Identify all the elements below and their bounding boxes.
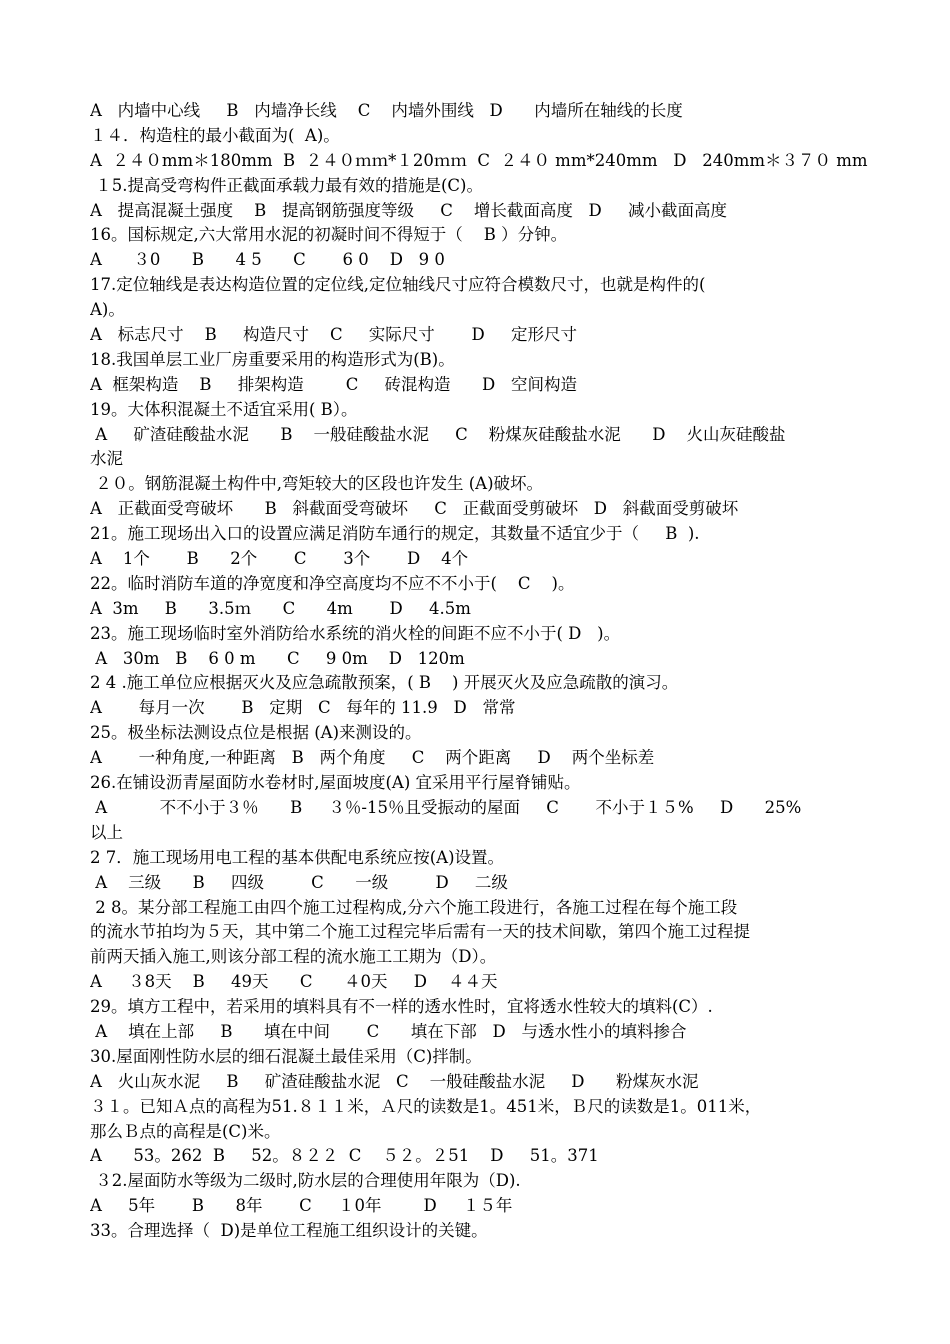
text-line: A 框架构造 B 排架构造 C 砖混构造 D 空间构造 bbox=[90, 374, 577, 394]
text-line: A 标志尺寸 B 构造尺寸 C 实际尺寸 D 定形尺寸 bbox=[90, 325, 577, 345]
text-line: A 提高混凝土强度 B 提高钢筋强度等级 C 增长截面高度 D 减小截面高度 bbox=[90, 200, 728, 220]
text-line: 21。施工现场出入口的设置应满足消防车通行的规定，其数量不适宜少于（ B ). bbox=[90, 524, 700, 544]
text-line: 30.屋面刚性防水层的细石混凝土最佳采用（C)拌制。 bbox=[90, 1046, 482, 1066]
text-line: A 5年 B 8年 C １0年 D １５年 bbox=[90, 1196, 513, 1216]
text-line: 22。临时消防车道的净宽度和净空高度均不应不不小于( C )。 bbox=[90, 573, 575, 593]
text-line: 那么Ｂ点的高程是(C)米。 bbox=[90, 1121, 281, 1141]
text-line: A 30m B 6 0 m C 9 0m D 120m bbox=[90, 648, 465, 668]
text-line: A 不不小于３％ B ３％-15％且受振动的屋面 C 不小于１５% D 25% bbox=[90, 797, 802, 817]
text-line: 18.我国单层工业厂房重要采用的构造形式为(B)。 bbox=[90, 349, 455, 369]
text-line: A 矿渣硅酸盐水泥 B 一般硅酸盐水泥 C 粉煤灰硅酸盐水泥 D 火山灰硅酸盐 bbox=[90, 424, 786, 444]
text-line: ２０。钢筋混凝土构件中,弯矩较大的区段也许发生 (A)破坏。 bbox=[90, 474, 544, 494]
question-text-block bbox=[90, 99, 870, 1244]
text-line: A 3m B 3.5ｍ C 4m D 4.5m bbox=[90, 598, 471, 618]
text-line: 25。极坐标法测设点位是根据 (A)来测设的。 bbox=[90, 723, 422, 743]
text-line: A ２４０mm＊180mm B ２４０ｍｍ*１20ｍｍ C ２４０ mm*240mm D 240mm＊３７０ mm bbox=[90, 150, 868, 170]
text-line: 2 8。某分部工程施工由四个施工过程构成,分六个施工段进行，各施工过程在每个施工段 bbox=[90, 897, 738, 917]
text-line: 29。填方工程中，若采用的填料具有不一样的透水性时，宜将透水性较大的填料(C）. bbox=[90, 997, 713, 1017]
text-line: 以上 bbox=[90, 822, 123, 842]
text-line: 26.在铺设沥青屋面防水卷材时,屋面坡度(A) 宜采用平行屋脊铺贴。 bbox=[90, 773, 581, 793]
text-line: 前两天插入施工,则该分部工程的流水施工工期为（D）。 bbox=[90, 947, 497, 967]
text-line: A 火山灰水泥 B 矿渣硅酸盐水泥 C 一般硅酸盐水泥 D 粉煤灰水泥 bbox=[90, 1071, 699, 1091]
text-line: 19。大体积混凝土不适宜采用( B）。 bbox=[90, 399, 358, 419]
text-line: ３１。已知Ａ点的高程为51.８１１米，Ａ尺的读数是1。451米，Ｂ尺的读数是1。011米， bbox=[90, 1096, 762, 1116]
text-line: 17.定位轴线是表达构造位置的定位线,定位轴线尺寸应符合模数尺寸，也就是构件的( bbox=[90, 275, 706, 295]
text-line: １5.提高受弯构件正截面承载力最有效的措施是(C)。 bbox=[90, 175, 483, 195]
text-line: A 内墙中心线 B 内墙净长线 C 内墙外围线 D 内墙所在轴线的长度 bbox=[90, 101, 683, 120]
text-line: 2 7．施工现场用电工程的基本供配电系统应按(A)设置。 bbox=[90, 847, 505, 867]
text-line: A 每月一次 B 定期 C 每年的 11.9 D 常常 bbox=[90, 698, 516, 718]
text-line: A ３0 B 4 5 C 6 0 D 9 0 bbox=[90, 250, 445, 270]
text-line: A 正截面受弯破坏 B 斜截面受弯破坏 C 正截面受剪破坏 D 斜截面受剪破坏 bbox=[90, 499, 739, 519]
text-line: 23。施工现场临时室外消防给水系统的消火栓的间距不应不小于( D )。 bbox=[90, 623, 621, 643]
text-line: １４．构造柱的最小截面为( A)。 bbox=[90, 125, 340, 145]
text-line: ３2.屋面防水等级为二级时,防水层的合理使用年限为（D). bbox=[90, 1171, 521, 1191]
text-line: 33。合理选择（ D)是单位工程施工组织设计的关键。 bbox=[90, 1221, 488, 1241]
text-line: A 三级 B 四级 C 一级 D 二级 bbox=[90, 872, 508, 892]
text-line: A 53。262 B 52。８２２ C ５２。２51 D 51。371 bbox=[90, 1146, 599, 1166]
text-line: 的流水节拍均为５天，其中第二个施工过程完毕后需有一天的技术间歇，第四个施工过程提 bbox=[90, 922, 750, 942]
text-line: A 填在上部 B 填在中间 C 填在下部 D 与透水性小的填料掺合 bbox=[90, 1021, 687, 1041]
text-line: 2 4 .施工单位应根据灭火及应急疏散预案，( B ) 开展灭火及应急疏散的演习。 bbox=[90, 673, 679, 693]
text-line: A)。 bbox=[90, 300, 125, 320]
text-line: A 1个 B 2个 C 3个 D 4个 bbox=[90, 549, 469, 569]
text-line: 16。国标规定,六大常用水泥的初凝时间不得短于（ B ）分钟。 bbox=[90, 225, 568, 245]
text-line: A 一种角度,一种距离 B 两个角度 C 两个距离 D 两个坐标差 bbox=[90, 748, 655, 768]
text-line: 水泥 bbox=[90, 449, 123, 469]
text-line: A ３8天 B 49天 C ４0天 D ４４天 bbox=[90, 972, 498, 992]
